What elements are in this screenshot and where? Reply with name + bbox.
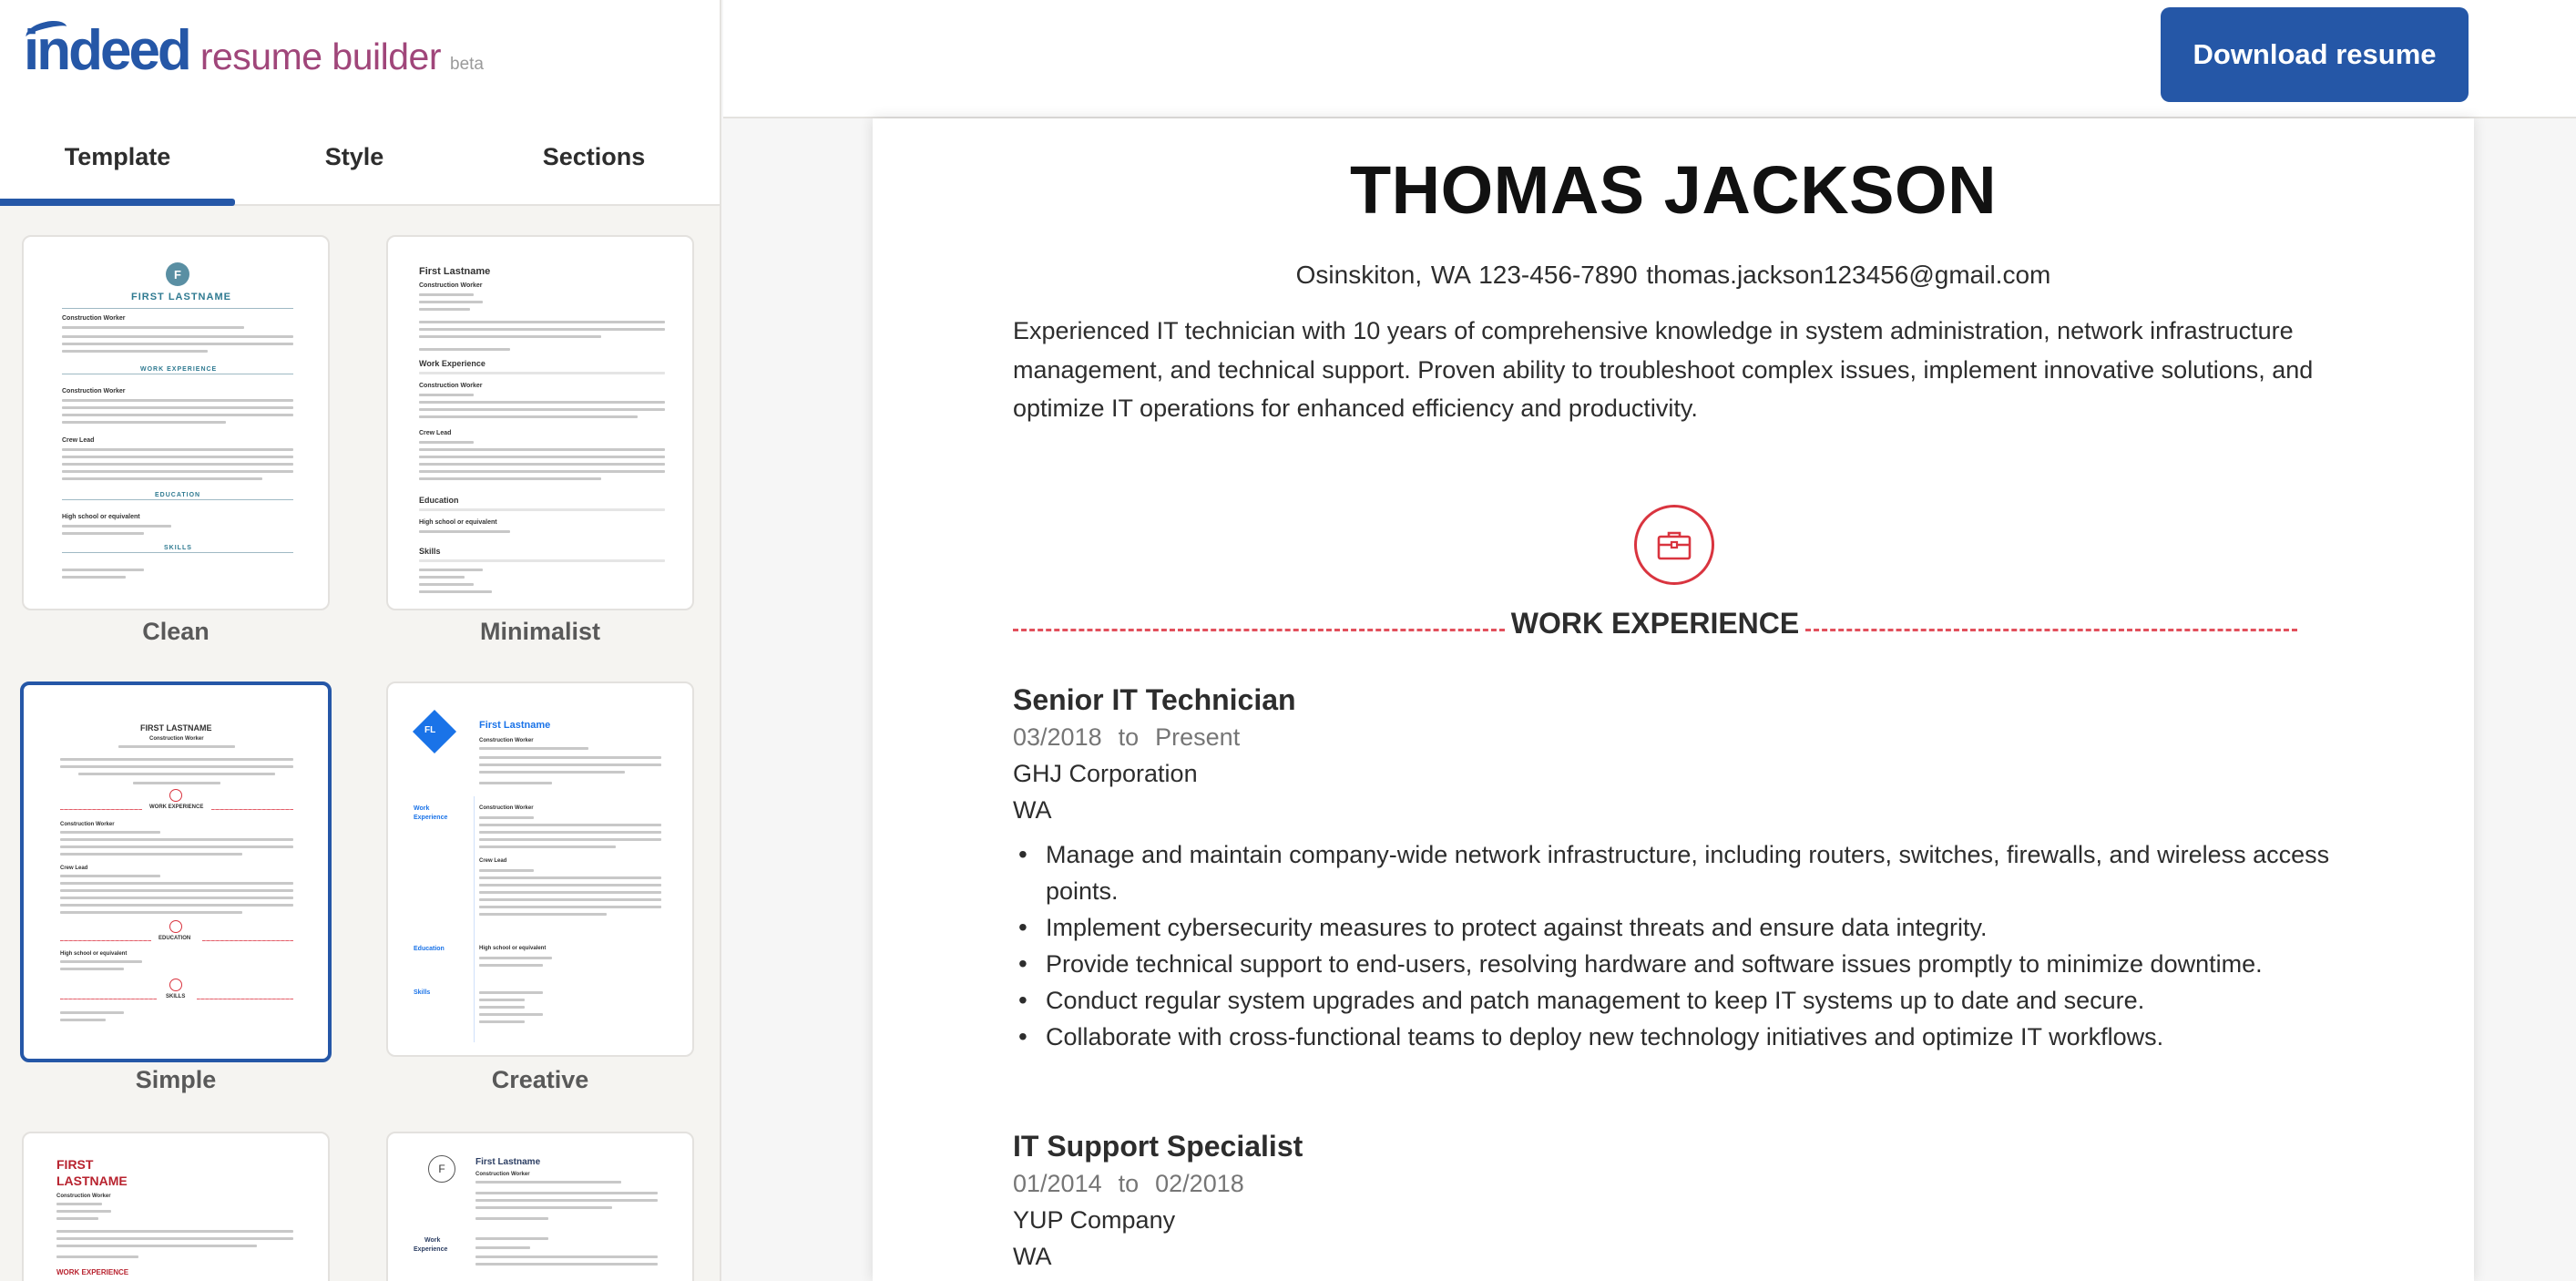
logo-wordmark: indeed	[24, 18, 189, 83]
template-grid	[0, 208, 721, 1281]
template-label-clean: Clean	[142, 618, 210, 645]
job-company: GHJ Corporation	[1013, 760, 1198, 787]
template-thumbnail: FL First Lastname Construction Worker Work Experience Construction Worker Crew Lead Education High school or equivalent Skills	[388, 683, 692, 1055]
editor-tabs	[0, 108, 721, 206]
job-date-separator: to	[1118, 723, 1140, 751]
job-end-date: 02/2018	[1155, 1170, 1244, 1197]
template-card-simple[interactable]	[20, 681, 332, 1062]
active-tab-indicator	[0, 199, 235, 206]
tab-sections[interactable]: Sections	[542, 142, 646, 170]
template-card-bold[interactable]	[22, 1132, 330, 1281]
beta-badge: beta	[450, 55, 484, 74]
briefcase-icon	[1634, 505, 1714, 585]
job-end-date: Present	[1155, 723, 1241, 751]
template-thumbnail: FIRST LASTNAME Construction Worker WORK EXPERIENCE	[24, 1133, 328, 1281]
section-title: WORK EXPERIENCE	[1510, 607, 1800, 640]
job-company: YUP Company	[1013, 1206, 1176, 1234]
resume-contact: Osinskiton, WA 123-456-7890 thomas.jackson123456@gmail.com	[1295, 261, 2051, 289]
resume-name: THOMAS JACKSON	[1349, 152, 1998, 228]
monogram-icon: F	[428, 1155, 455, 1183]
resume-preview[interactable]	[873, 118, 2474, 1281]
list-item: • Collaborate with cross-functional teams to deploy new technology initiatives and optimize IT workflows.	[1013, 1019, 2334, 1055]
sidebar	[0, 0, 721, 1281]
job-title: Senior IT Technician	[1013, 683, 1296, 716]
job-start-date: 03/2018	[1013, 723, 1102, 751]
tab-style[interactable]: Style	[324, 142, 384, 170]
list-item: • Conduct regular system upgrades and patch management to keep IT systems up to date and secure.	[1013, 982, 2334, 1019]
job-title: IT Support Specialist	[1013, 1130, 1303, 1163]
job-date-separator: to	[1118, 1170, 1140, 1197]
template-label-simple: Simple	[135, 1066, 217, 1093]
briefcase-icon	[169, 789, 182, 802]
section-divider-right	[1805, 629, 2297, 631]
indeed-logo[interactable]	[24, 18, 484, 83]
job-location: WA	[1013, 1243, 1052, 1270]
top-bar	[723, 0, 2576, 118]
job-start-date: 01/2014	[1013, 1170, 1102, 1197]
list-item: • Provide technical support to end-users, resolving hardware and software issues promptly to minimize downtime.	[1013, 946, 2334, 982]
template-thumbnail: FIRST LASTNAME Construction Worker WORK EXPERIENCE Construction Worker Crew Lead EDUCATION High school or equivalent SKILLS	[24, 685, 328, 1059]
logo-product-name: resume builder	[199, 36, 441, 77]
section-header-work-experience	[1013, 607, 2334, 652]
tab-template[interactable]: Template	[64, 142, 171, 170]
template-card-minimalist[interactable]	[386, 235, 694, 610]
list-item: • Implement cybersecurity measures to protect against threats and ensure data integrity.	[1013, 909, 2334, 946]
template-thumbnail: First Lastname Construction Worker Work Experience Construction Worker Crew Lead Education High school or equivalent Skills	[388, 237, 692, 609]
job-location: WA	[1013, 796, 1052, 824]
template-card-clean[interactable]	[22, 235, 330, 610]
job-dates	[1013, 1170, 1244, 1198]
resume-summary: Experienced IT technician with 10 years of comprehensive knowledge in system administration, network infrastructure management, and technical support. Proven ability to troubleshoot complex issues, implement innovative solutions, and optimize IT operations for enhanced efficiency and productivity.	[1013, 317, 2314, 422]
template-thumbnail: F First Lastname Construction Worker Work Experience	[388, 1133, 692, 1281]
job-bullets	[1013, 836, 2334, 1055]
template-label-creative: Creative	[491, 1066, 589, 1093]
template-card-creative[interactable]	[386, 681, 694, 1057]
template-label-minimalist: Minimalist	[479, 618, 601, 645]
section-divider-left	[1013, 629, 1505, 631]
template-thumbnail: F FIRST LASTNAME Construction Worker WORK EXPERIENCE Construction Worker Crew Lead EDUCATION High school or equivalent SKILLS	[24, 237, 328, 609]
download-resume-button[interactable]: Download resume	[2161, 7, 2469, 102]
graduation-icon	[169, 920, 182, 933]
template-card-modern[interactable]	[386, 1132, 694, 1281]
list-item: • Manage and maintain company-wide network infrastructure, including routers, switches, firewalls, and wireless access points.	[1013, 836, 2334, 909]
monogram-icon: F	[166, 262, 189, 286]
job-dates	[1013, 723, 1240, 752]
logo-area	[0, 0, 721, 108]
skills-icon	[169, 979, 182, 991]
